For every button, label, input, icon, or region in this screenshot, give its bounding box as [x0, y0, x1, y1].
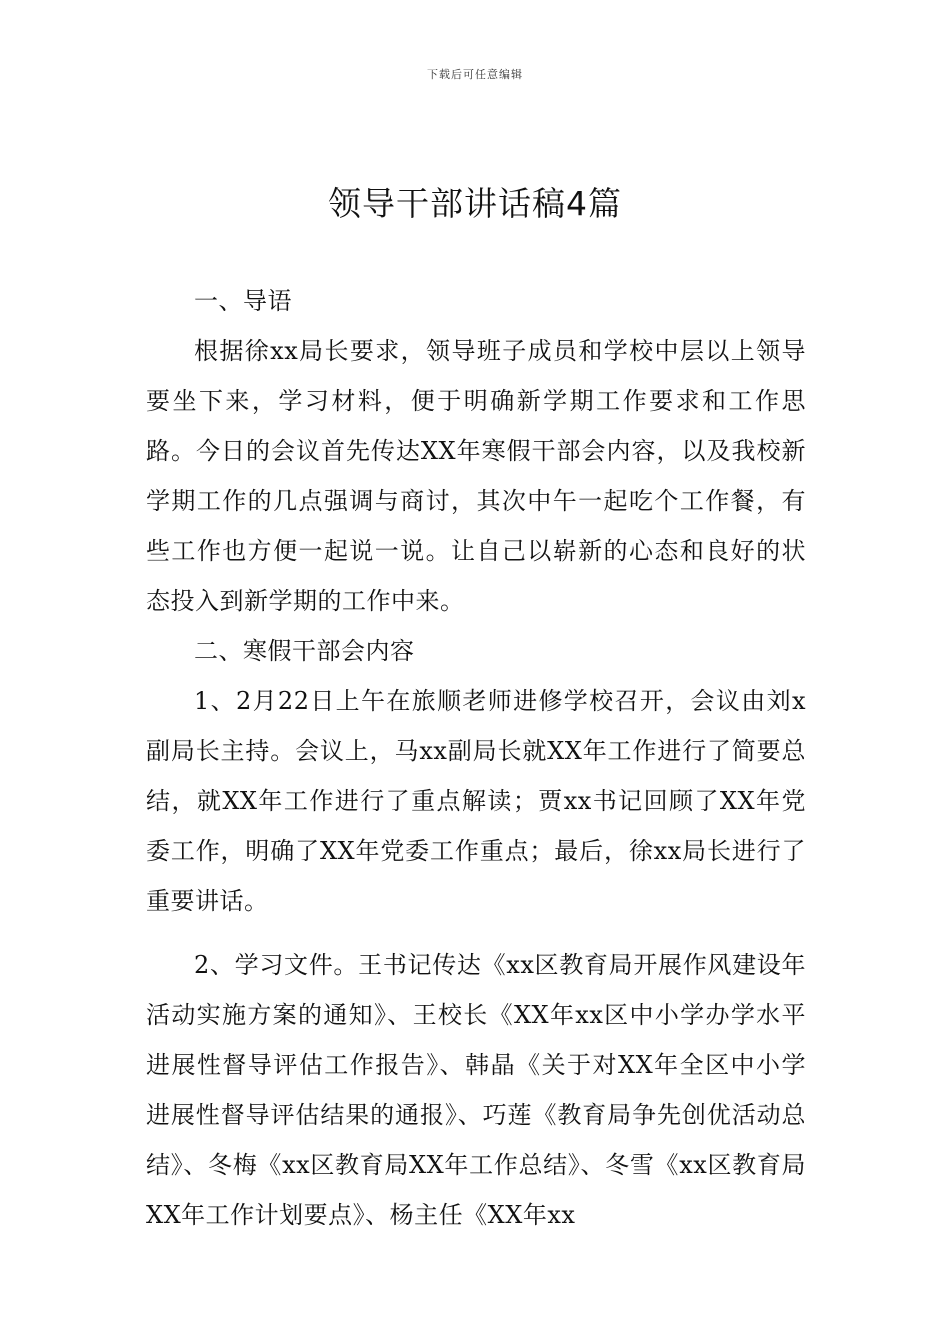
- paragraph-study-documents: 2、学习文件。王书记传达《xx区教育局开展作风建设年活动实施方案的通知》、王校长《XX年xx区中小学办学水平进展性督导评估工作报告》、韩晶《关于对XX年全区中小学进展性督导评估结果的通报》、巧莲《教育局争先创优活动总结》、冬梅《xx区教育局XX年工作总结》、冬雪《xx区教育局XX年工作计划要点》、杨主任《XX年xx: [146, 951, 806, 1229]
- paragraph-intro: 根据徐xx局长要求，领导班子成员和学校中层以上领导要坐下来，学习材料，便于明确新学期工作要求和工作思路。今日的会议首先传达XX年寒假干部会内容，以及我校新学期工作的几点强调与商讨，其次中午一起吃个工作餐，有些工作也方便一起说一说。让自己以崭新的心态和良好的状态投入到新学期的工作中来。: [146, 337, 806, 615]
- section-heading-winter-meeting: 二、寒假干部会内容: [194, 637, 415, 665]
- section-heading-intro: 一、导语: [194, 287, 292, 315]
- document-title: 领导干部讲话稿4篇: [328, 184, 622, 223]
- paragraph-meeting-summary: 1、2月22日上午在旅顺老师进修学校召开，会议由刘x副局长主持。会议上，马xx副局长就XX年工作进行了简要总结，就XX年工作进行了重点解读；贾xx书记回顾了XX年党委工作，明确了XX年党委工作重点；最后，徐xx局长进行了重要讲话。: [146, 687, 806, 915]
- header-note: 下载后可任意编辑: [427, 68, 523, 81]
- document-body: [146, 276, 806, 1240]
- paragraph-gap: [146, 926, 806, 940]
